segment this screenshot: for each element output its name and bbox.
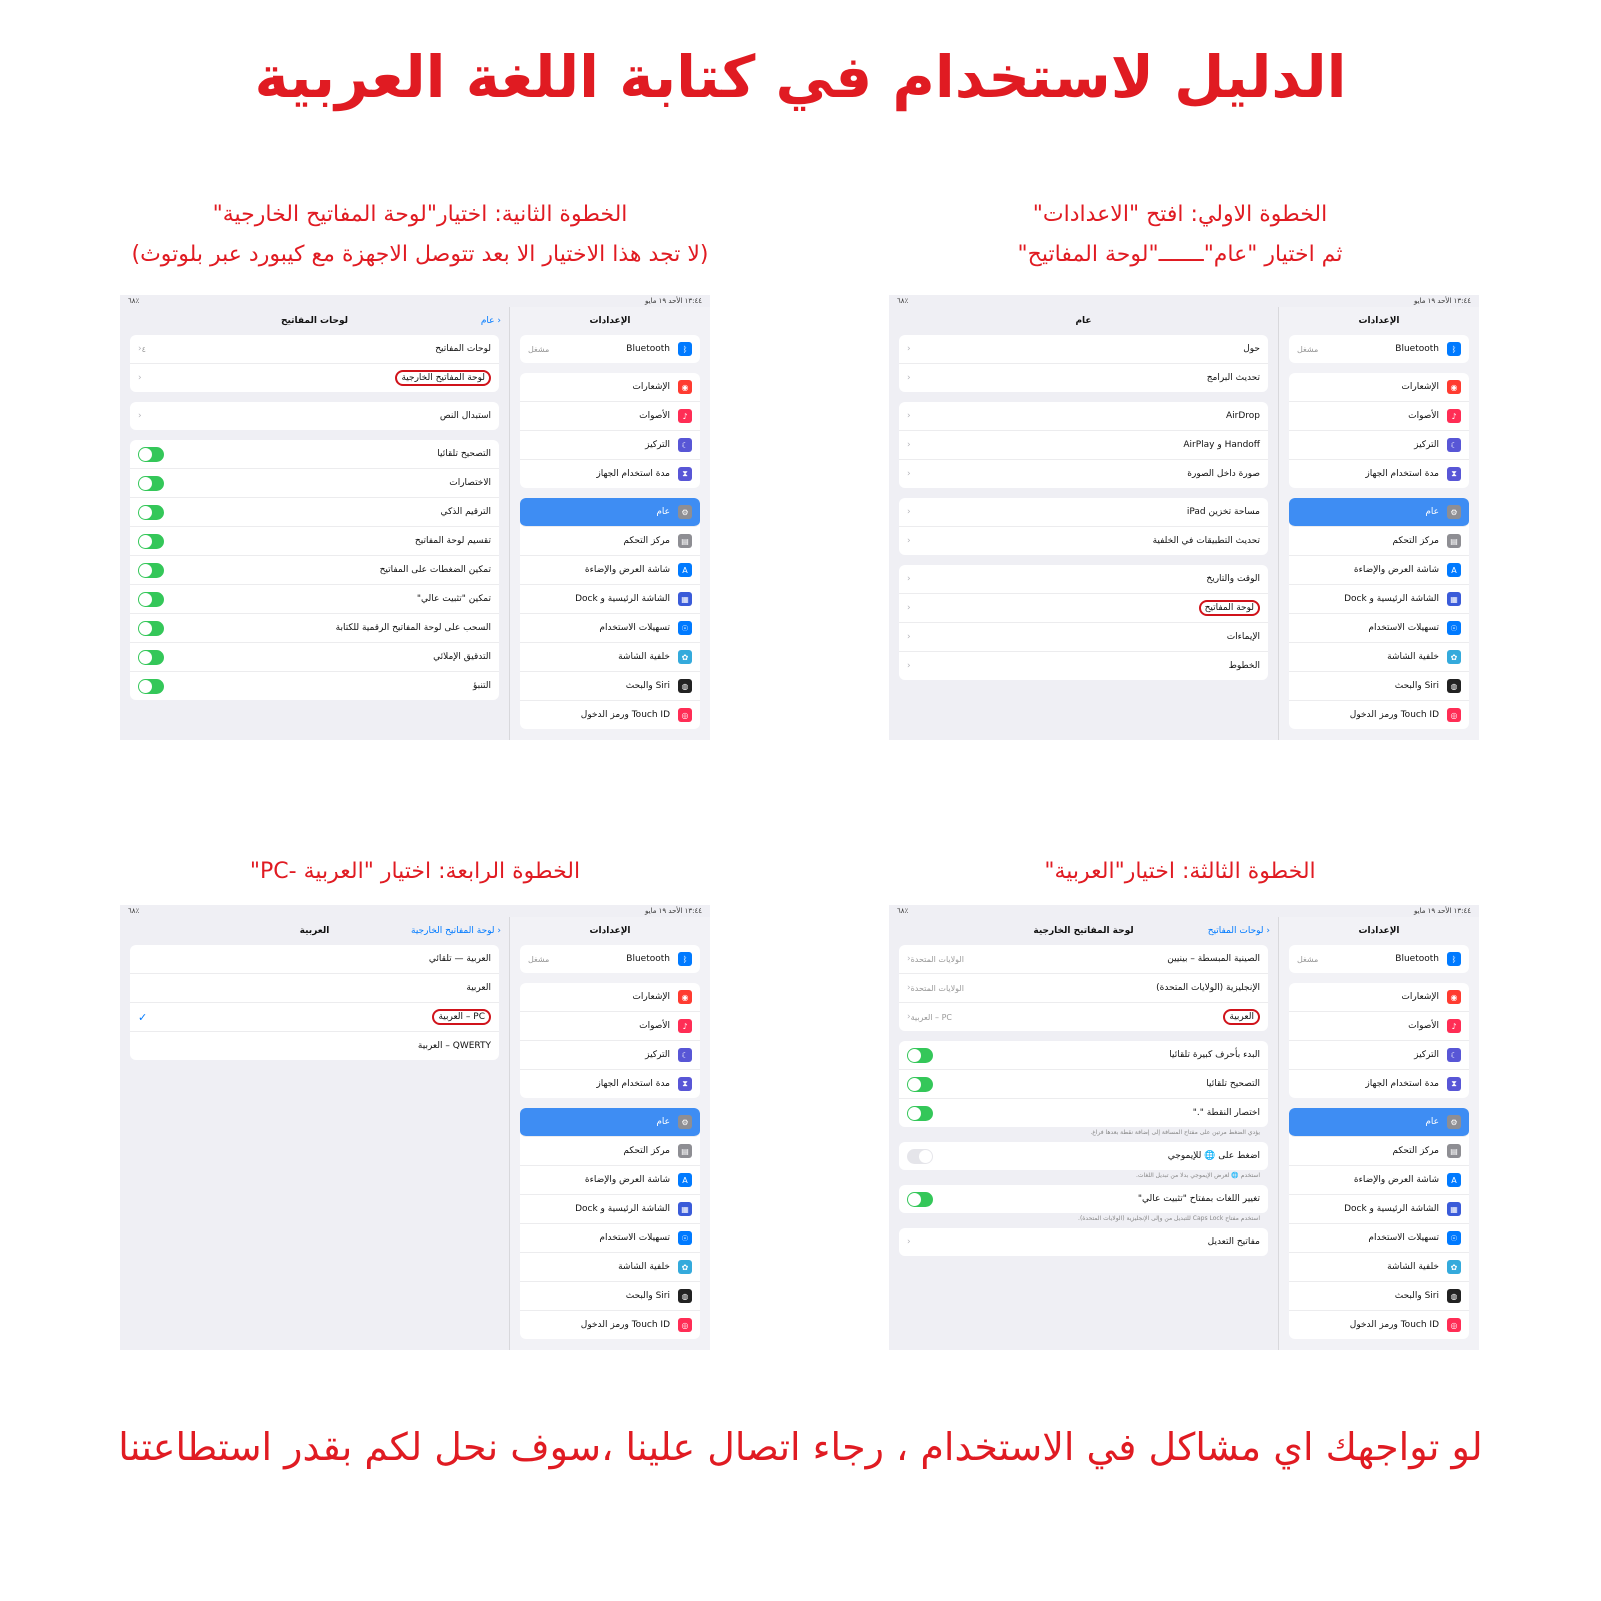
row-fonts[interactable]: الخطوط ‹: [907, 661, 1260, 671]
toggle-switch[interactable]: [138, 505, 164, 520]
control-center-icon: ▤: [1447, 534, 1461, 548]
moon-icon: ☾: [678, 1048, 692, 1062]
control-center-icon: ▤: [1447, 1144, 1461, 1158]
sidebar-item-screen-time[interactable]: ⧗ مدة استخدام الجهاز: [520, 1070, 700, 1098]
moon-icon: ☾: [678, 438, 692, 452]
sidebar-item-notifications[interactable]: ◉ الإشعارات: [1289, 983, 1469, 1012]
toggle-switch[interactable]: [907, 1192, 933, 1207]
sidebar-item-bluetooth[interactable]: ᛒ Bluetooth مشغل: [520, 945, 700, 973]
sidebar-item-general[interactable]: ⚙ عام: [520, 1108, 700, 1137]
chevron-left-icon: ‹: [907, 373, 911, 383]
chevron-left-icon: ‹: [138, 344, 142, 354]
toggle-switch[interactable]: [138, 534, 164, 549]
screenshot-step1: [889, 295, 1479, 740]
sidebar-item-sounds[interactable]: ♪ الأصوات: [1289, 402, 1469, 431]
row-background-refresh[interactable]: تحديث التطبيقات في الخلفية ‹: [907, 536, 1260, 546]
wallpaper-icon: ✿: [678, 650, 692, 664]
arabic-highlight: العربية: [1223, 1009, 1260, 1025]
hourglass-icon: ⧗: [1447, 1077, 1461, 1091]
chevron-left-icon: ‹: [907, 632, 911, 642]
row-toggle: البدء بأحرف كبيرة تلقائيا: [899, 1041, 1268, 1070]
chevron-right-icon: ‹: [494, 926, 501, 936]
chevron-left-icon: ‹: [907, 344, 911, 354]
step1-caption-line2: ثم اختيار "عام"ـــــــ"لوحة المفاتيح": [1017, 242, 1343, 267]
sidebar-item-display[interactable]: A شاشة العرض والإضاءة: [520, 1166, 700, 1195]
row-handoff[interactable]: Handoff و AirPlay ‹: [899, 431, 1268, 460]
status-time: ١٣:٤٤ الأحد ١٩ مايو: [1414, 297, 1471, 305]
bluetooth-icon: ᛒ: [1447, 952, 1461, 966]
page-title: الدليل لاستخدام في كتابة اللغة العربية: [254, 43, 1347, 111]
settings-sidebar: [509, 307, 710, 740]
chevron-left-icon: ‹: [907, 983, 911, 993]
speaker-icon: ♪: [678, 409, 692, 423]
row-toggle: السحب على لوحة المفاتيح الرقمية للكتابة: [130, 614, 499, 643]
keyboard-highlight: لوحة المفاتيح: [1199, 600, 1260, 616]
display-icon: A: [678, 563, 692, 577]
chevron-left-icon: ‹: [907, 507, 911, 517]
row-layout[interactable]: العربية: [130, 974, 499, 1003]
detail-title: لوحات المفاتيح: [281, 316, 348, 326]
arabic-layout-detail: [120, 917, 509, 1350]
home-screen-icon: ▦: [678, 592, 692, 606]
footnote: استخدم 🌐 لعرض الإيموجي بدلا من تبديل اللغات.: [1135, 1172, 1260, 1179]
toggle-switch[interactable]: [138, 563, 164, 578]
row-storage[interactable]: مساحة تخزين iPad ‹: [899, 498, 1268, 527]
sidebar-item-accessibility[interactable]: ☉ تسهيلات الاستخدام: [520, 1224, 700, 1253]
sidebar-item-control-center[interactable]: ▤ مركز التحكم: [520, 1137, 700, 1166]
sidebar-item-bluetooth[interactable]: ᛒ Bluetooth مشغل: [520, 335, 700, 363]
toggle-switch[interactable]: [907, 1149, 933, 1164]
chevron-left-icon: ‹: [907, 536, 911, 546]
siri-icon: ◍: [1447, 1289, 1461, 1303]
row-language[interactable]: الإنجليزية (الولايات المتحدة) الولايات المتحدة ‹: [899, 974, 1268, 1003]
chevron-left-icon: ‹: [907, 469, 911, 479]
chevron-left-icon: ‹: [138, 411, 142, 421]
row-toggle: التنبؤ: [130, 672, 499, 700]
sidebar-item-touch-id[interactable]: ◎ Touch ID ورمز الدخول: [1289, 1311, 1469, 1339]
chevron-left-icon: ‹: [907, 440, 911, 450]
detail-header: [889, 917, 1278, 945]
hourglass-icon: ⧗: [1447, 467, 1461, 481]
sidebar-item-display[interactable]: A شاشة العرض والإضاءة: [1289, 1166, 1469, 1195]
siri-icon: ◍: [1447, 679, 1461, 693]
row-toggle: الاختصارات: [130, 469, 499, 498]
sidebar-item-control-center[interactable]: ▤ مركز التحكم: [520, 527, 700, 556]
gear-icon: ⚙: [678, 1115, 692, 1129]
row-layout-pc[interactable]: [130, 1003, 499, 1032]
settings-sidebar: [509, 917, 710, 1350]
accessibility-icon: ☉: [1447, 621, 1461, 635]
sidebar-item-screen-time[interactable]: ⧗ مدة استخدام الجهاز: [520, 460, 700, 488]
siri-icon: ◍: [678, 1289, 692, 1303]
row-toggle: التدقيق الإملائي: [130, 643, 499, 672]
row-toggle: اختصار النقطة ".": [899, 1099, 1268, 1127]
chevron-left-icon: ‹: [907, 1012, 911, 1022]
sidebar-item-display[interactable]: A شاشة العرض والإضاءة: [1289, 556, 1469, 585]
status-time: ١٣:٤٤ الأحد ١٩ مايو: [645, 297, 702, 305]
row-layout[interactable]: العربية — تلقائي: [130, 945, 499, 974]
status-bar: [120, 295, 710, 307]
row-toggle: التصحيح تلقائيا: [899, 1070, 1268, 1099]
sidebar-item-siri[interactable]: ◍ Siri والبحث: [520, 672, 700, 701]
detail-title: العربية: [299, 926, 330, 936]
status-bar: [889, 905, 1479, 917]
sidebar-item-home-screen[interactable]: ▦ الشاشة الرئيسية و Dock: [520, 1195, 700, 1224]
bell-icon: ◉: [678, 380, 692, 394]
step3-caption: الخطوة الثالثة: اختيار"العربية": [1044, 859, 1316, 884]
sidebar-item-accessibility[interactable]: ☉ تسهيلات الاستخدام: [520, 614, 700, 643]
sidebar-item-screen-time[interactable]: ⧗ مدة استخدام الجهاز: [1289, 1070, 1469, 1098]
home-screen-icon: ▦: [678, 1202, 692, 1216]
sidebar-item-notifications[interactable]: ◉ الإشعارات: [1289, 373, 1469, 402]
bluetooth-icon: ᛒ: [678, 952, 692, 966]
step1-caption-line1: الخطوة الاولي: افتح "الاعدادات": [1032, 202, 1328, 227]
sidebar-item-touch-id[interactable]: ◎ Touch ID ورمز الدخول: [520, 1311, 700, 1339]
chevron-left-icon: ‹: [907, 574, 911, 584]
chevron-left-icon: ‹: [907, 661, 911, 671]
display-icon: A: [678, 1173, 692, 1187]
step2-caption: [30, 195, 810, 275]
sidebar-item-home-screen[interactable]: ▦ الشاشة الرئيسية و Dock: [1289, 585, 1469, 614]
speaker-icon: ♪: [1447, 1019, 1461, 1033]
hourglass-icon: ⧗: [678, 467, 692, 481]
control-center-icon: ▤: [678, 1144, 692, 1158]
fingerprint-icon: ◎: [1447, 1318, 1461, 1332]
external-keyboard-highlight: لوحة المفاتيح الخارجية: [395, 370, 491, 386]
sidebar-item-general[interactable]: ⚙ عام: [520, 498, 700, 527]
sidebar-item-siri[interactable]: ◍ Siri والبحث: [1289, 672, 1469, 701]
sidebar-item-general[interactable]: ⚙ عام: [1289, 1108, 1469, 1137]
sidebar-item-focus[interactable]: ☾ التركيز: [1289, 431, 1469, 460]
sidebar-item-wallpaper[interactable]: ✿ خلفية الشاشة: [520, 1253, 700, 1282]
home-screen-icon: ▦: [1447, 592, 1461, 606]
toggle-switch[interactable]: [138, 621, 164, 636]
sidebar-item-home-screen[interactable]: ▦ الشاشة الرئيسية و Dock: [1289, 1195, 1469, 1224]
detail-title: عام: [1075, 316, 1092, 326]
footnote: يؤدي الضغط مرتين على مفتاح المسافة إلى إضافة نقطة بعدها فراغ.: [1090, 1129, 1260, 1136]
toggle-switch[interactable]: [907, 1077, 933, 1092]
sidebar-item-wallpaper[interactable]: ✿ خلفية الشاشة: [1289, 1253, 1469, 1282]
screenshot-step4: [120, 905, 710, 1350]
chevron-left-icon: ‹: [907, 411, 911, 421]
row-layout[interactable]: QWERTY – العربية: [417, 1041, 491, 1051]
row-text-replacement[interactable]: استبدال النص ‹: [138, 411, 491, 421]
step1-caption: [880, 195, 1480, 275]
status-bar: [889, 295, 1479, 307]
detail-header: [120, 917, 509, 945]
speaker-icon: ♪: [1447, 409, 1461, 423]
row-gestures[interactable]: الإيماءات ‹: [899, 623, 1268, 652]
row-about[interactable]: حول ‹: [899, 335, 1268, 364]
chevron-left-icon: ‹: [907, 1237, 911, 1247]
fingerprint-icon: ◎: [678, 1318, 692, 1332]
back-button[interactable]: ‹ عام: [480, 316, 501, 326]
fingerprint-icon: ◎: [678, 708, 692, 722]
bell-icon: ◉: [678, 990, 692, 1004]
bell-icon: ◉: [1447, 990, 1461, 1004]
sidebar-item-notifications[interactable]: ◉ الإشعارات: [520, 373, 700, 402]
screenshot-step3: [889, 905, 1479, 1350]
sidebar-item-sounds[interactable]: ♪ الأصوات: [1289, 1012, 1469, 1041]
step4-caption: الخطوة الرابعة: اختيار "العربية -PC": [249, 859, 581, 884]
chevron-left-icon: ‹: [138, 373, 142, 383]
sidebar-title: الإعدادات: [1358, 926, 1400, 936]
display-icon: A: [1447, 563, 1461, 577]
wallpaper-icon: ✿: [678, 1260, 692, 1274]
step2-caption-line1: الخطوة الثانية: اختيار"لوحة المفاتيح الخارجية": [212, 202, 628, 227]
row-modifier-keys[interactable]: مفاتيح التعديل ‹: [907, 1237, 1260, 1247]
sidebar-item-sounds[interactable]: ♪ الأصوات: [520, 1012, 700, 1041]
speaker-icon: ♪: [678, 1019, 692, 1033]
sidebar-item-general[interactable]: ⚙ عام: [1289, 498, 1469, 527]
sidebar-title: الإعدادات: [589, 926, 631, 936]
accessibility-icon: ☉: [678, 1231, 692, 1245]
settings-sidebar: [1278, 917, 1479, 1350]
sidebar-item-accessibility[interactable]: ☉ تسهيلات الاستخدام: [1289, 614, 1469, 643]
sidebar-item-touch-id[interactable]: ◎ Touch ID ورمز الدخول: [1289, 701, 1469, 729]
toggle-switch[interactable]: [907, 1106, 933, 1121]
footer-note: لو تواجهك اي مشاكل في الاستخدام ، رجاء اتصال علينا ،سوف نحل لكم بقدر استطاعتنا: [118, 1425, 1483, 1469]
row-toggle: الترقيم الذكي: [130, 498, 499, 527]
sidebar-item-wallpaper[interactable]: ✿ خلفية الشاشة: [520, 643, 700, 672]
toggle-switch[interactable]: [907, 1048, 933, 1063]
row-keyboards[interactable]: لوحات المفاتيح ٤ ‹: [130, 335, 499, 364]
wallpaper-icon: ✿: [1447, 1260, 1461, 1274]
chevron-left-icon: ‹: [907, 603, 911, 613]
row-caps-lock: تغيير اللغات بمفتاح "تثبيت عالي": [899, 1185, 1268, 1213]
status-battery: ٪٦٨: [897, 297, 909, 305]
sidebar-item-siri[interactable]: ◍ Siri والبحث: [1289, 1282, 1469, 1311]
status-battery: ٪٦٨: [128, 907, 140, 915]
toggle-switch[interactable]: [138, 592, 164, 607]
sidebar-item-bluetooth[interactable]: ᛒ Bluetooth مشغل: [1289, 945, 1469, 973]
row-toggle: تمكين "تثبيت عالي": [130, 585, 499, 614]
home-screen-icon: ▦: [1447, 1202, 1461, 1216]
sidebar-item-home-screen[interactable]: ▦ الشاشة الرئيسية و Dock: [520, 585, 700, 614]
row-toggle: تقسيم لوحة المفاتيح: [130, 527, 499, 556]
pc-arabic-highlight: PC – العربية: [432, 1009, 491, 1025]
sidebar-item-siri[interactable]: ◍ Siri والبحث: [520, 1282, 700, 1311]
status-time: ١٣:٤٤ الأحد ١٩ مايو: [645, 907, 702, 915]
chevron-right-icon: ‹: [1263, 926, 1270, 936]
toggle-switch[interactable]: [138, 679, 164, 694]
sidebar-item-focus[interactable]: ☾ التركيز: [520, 431, 700, 460]
wallpaper-icon: ✿: [1447, 650, 1461, 664]
sidebar-item-notifications[interactable]: ◉ الإشعارات: [520, 983, 700, 1012]
row-pip[interactable]: صورة داخل الصورة ‹: [907, 469, 1260, 479]
display-icon: A: [1447, 1173, 1461, 1187]
accessibility-icon: ☉: [678, 621, 692, 635]
row-language[interactable]: الصينية المبسطة – بينيين الولايات المتحدة ‹: [899, 945, 1268, 974]
row-date-time[interactable]: الوقت والتاريخ ‹: [899, 565, 1268, 594]
row-keyboard[interactable]: [899, 594, 1268, 623]
status-bar: [120, 905, 710, 917]
sidebar-item-accessibility[interactable]: ☉ تسهيلات الاستخدام: [1289, 1224, 1469, 1253]
toggle-switch[interactable]: [138, 447, 164, 462]
status-time: ١٣:٤٤ الأحد ١٩ مايو: [1414, 907, 1471, 915]
row-language-arabic[interactable]: العربية PC – العربية ‹: [899, 1003, 1268, 1031]
chevron-right-icon: ‹: [494, 316, 501, 326]
status-battery: ٪٦٨: [897, 907, 909, 915]
gear-icon: ⚙: [1447, 505, 1461, 519]
bluetooth-icon: ᛒ: [678, 342, 692, 356]
status-battery: ٪٦٨: [128, 297, 140, 305]
row-software-update[interactable]: تحديث البرامج ‹: [907, 373, 1260, 383]
row-toggle: تمكين الضغطات على المفاتيح: [130, 556, 499, 585]
detail-header: [120, 307, 509, 335]
toggle-switch[interactable]: [138, 476, 164, 491]
sidebar-item-touch-id[interactable]: ◎ Touch ID ورمز الدخول: [520, 701, 700, 729]
sidebar-item-focus[interactable]: ☾ التركيز: [520, 1041, 700, 1070]
step2-caption-line2: (لا تجد هذا الاختيار الا بعد تتوصل الاجهزة مع كيبورد عبر بلوتوث): [131, 242, 709, 267]
detail-title: لوحة المفاتيح الخارجية: [1033, 926, 1134, 936]
back-button[interactable]: ‹ لوحات المفاتيح: [1207, 926, 1270, 936]
sidebar-item-bluetooth[interactable]: ᛒ Bluetooth مشغل: [1289, 335, 1469, 363]
bluetooth-icon: ᛒ: [1447, 342, 1461, 356]
sidebar-item-control-center[interactable]: ▤ مركز التحكم: [1289, 1137, 1469, 1166]
sidebar-item-wallpaper[interactable]: ✿ خلفية الشاشة: [1289, 643, 1469, 672]
sidebar-item-screen-time[interactable]: ⧗ مدة استخدام الجهاز: [1289, 460, 1469, 488]
siri-icon: ◍: [678, 679, 692, 693]
settings-sidebar: [1278, 307, 1479, 740]
row-airdrop[interactable]: AirDrop ‹: [899, 402, 1268, 431]
accessibility-icon: ☉: [1447, 1231, 1461, 1245]
row-toggle: التصحيح تلقائيا: [130, 440, 499, 469]
bell-icon: ◉: [1447, 380, 1461, 394]
general-detail: [889, 307, 1278, 740]
row-emoji: اضغط على 🌐 للإيموجي: [899, 1142, 1268, 1170]
hourglass-icon: ⧗: [678, 1077, 692, 1091]
back-button[interactable]: ‹ لوحة المفاتيح الخارجية: [411, 926, 501, 936]
checkmark-icon: ✓: [138, 1010, 148, 1024]
sidebar-item-display[interactable]: A شاشة العرض والإضاءة: [520, 556, 700, 585]
sidebar-title: الإعدادات: [1358, 316, 1400, 326]
fingerprint-icon: ◎: [1447, 708, 1461, 722]
external-keyboard-detail: [889, 917, 1278, 1350]
chevron-left-icon: ‹: [907, 954, 911, 964]
gear-icon: ⚙: [1447, 1115, 1461, 1129]
row-external-keyboard[interactable]: [130, 364, 499, 392]
moon-icon: ☾: [1447, 1048, 1461, 1062]
screenshot-step2: [120, 295, 710, 740]
sidebar-item-control-center[interactable]: ▤ مركز التحكم: [1289, 527, 1469, 556]
keyboards-detail: [120, 307, 509, 740]
sidebar-title: الإعدادات: [589, 316, 631, 326]
control-center-icon: ▤: [678, 534, 692, 548]
sidebar-item-focus[interactable]: ☾ التركيز: [1289, 1041, 1469, 1070]
sidebar-item-sounds[interactable]: ♪ الأصوات: [520, 402, 700, 431]
moon-icon: ☾: [1447, 438, 1461, 452]
gear-icon: ⚙: [678, 505, 692, 519]
footnote: استخدم مفتاح Caps Lock للتبديل من وإلى الإنجليزية (الولايات المتحدة).: [1078, 1215, 1260, 1222]
toggle-switch[interactable]: [138, 650, 164, 665]
